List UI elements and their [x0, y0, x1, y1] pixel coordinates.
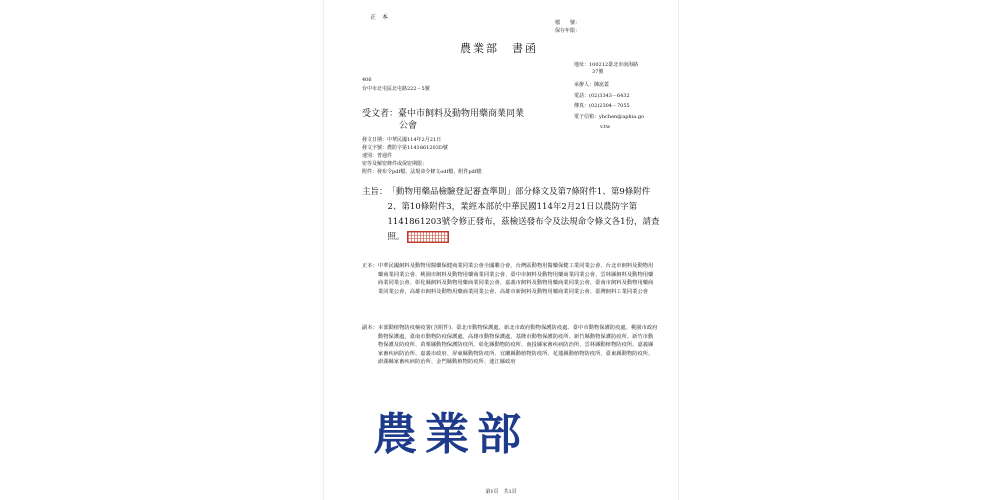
recipient-label: 受文者： [362, 109, 399, 119]
sender-address [574, 62, 638, 76]
distribution-copy [362, 324, 658, 367]
file-number-label: 檔 號： [555, 20, 581, 26]
document-page [323, 0, 679, 500]
recipient-name: 臺中市飼料及動物用藥商業同業 [398, 109, 525, 119]
ministry-seal: 農業部 [373, 409, 529, 460]
copy-list: 本部動植物防疫檢疫署(含附件)、臺北市動物保護處、新北市政府動物保護防疫處、臺中市動物保護防疫處、桃園市政府動物保護處、臺南市動物防疫保護處、高雄市動物保護處、基隆市動物保護防疫所、新竹縣動物保護防疫所、新竹市動物保護及防疫所、苗栗縣動物保護防疫所、彰化縣動物防疫所、南投縣家畜疾病防治所、雲林縣動植物防疫所、嘉義縣家畜疾病防治所、嘉義市政府、屏東縣動物防疫所、宜蘭縣動植物防疫所、花蓮縣動植物防疫所、臺東縣動物防疫所、澎湖縣家畜疾病防治所、金門縣動植物防疫所、連江縣政府 [377, 325, 658, 366]
red-seal-stamp [407, 231, 449, 243]
meta-number: 發文字號：農防字第1141861203D號 [362, 145, 448, 151]
meta-date: 發文日期：中華民國114年2月21日 [362, 137, 442, 143]
sender-address-line: 37號 [592, 69, 604, 75]
meta-classification: 密等及解密條件或保密期限： [362, 161, 428, 167]
contact-phone: 電話：(02)3343－6432 [574, 92, 630, 99]
page-footer: 第1頁 共1頁 [485, 489, 517, 495]
recipient [362, 108, 524, 132]
contact-info [574, 80, 644, 133]
original-label: 正本： [362, 263, 378, 269]
subject-label: 主旨： [362, 187, 388, 197]
recipient-name-cont: 公會 [399, 121, 418, 131]
contact-handler: 承辦人：陳崑蓋 [574, 82, 610, 88]
distribution-original [362, 262, 658, 296]
meta-attachments: 附件：發布令pdf檔、法規命令條文odf檔，附件pdf檔 [362, 169, 482, 175]
retention-label: 保存年限： [555, 28, 581, 34]
recipient-address: 台中市北屯區北屯路222－5號 [362, 86, 430, 92]
copy-label: 正 本 [370, 14, 389, 21]
meta-speed: 速別：普通件 [362, 153, 393, 159]
subject-content: 「動物用藥品檢驗登記審查準則」部分條文及第7條附件1、第9條附件2、第10條附件3，業經本部於中華民國114年2月21日以農防字第1141861203號令修正發布，茲檢送發布令及法規命令條文各1份，請查照。 [387, 187, 660, 242]
contact-email: 電子信箱：yhchen@aphia.go [574, 113, 645, 120]
sender-address-line: 地址：100212臺北市南海路 [574, 62, 639, 68]
contact-email-cont: v.tw [600, 124, 611, 130]
document-title: 農業部 書函 [460, 42, 538, 55]
contact-fax: 傳真：(02)2304－7055 [574, 103, 630, 109]
subject-block [362, 185, 662, 245]
recipient-postal-code: 406 [362, 77, 372, 83]
copy-list-label: 副本： [362, 325, 378, 331]
original-list: 中華民國飼料及動物用醫藥保健商業同業公會全國聯合會、台灣區動物用醫藥保健工業同業公會、台北市飼料及動物用藥商業同業公會、桃園市飼料及動物用藥商業同業公會、臺中市飼料及動物用藥商業同業公會、雲林縣飼料及動物用藥商業同業公會、彰化縣飼料及動物用藥商業同業公會、嘉義市飼料及動物用藥商業同業公會、臺南市飼料及動物用藥商業同業公會、高雄市飼料及動物用藥商業同業公會、高雄市新飼料及動物用藥商業同業公會、臺灣飼料工業同業公會 [377, 263, 654, 295]
document-meta [362, 136, 482, 176]
subject-text [388, 185, 662, 245]
